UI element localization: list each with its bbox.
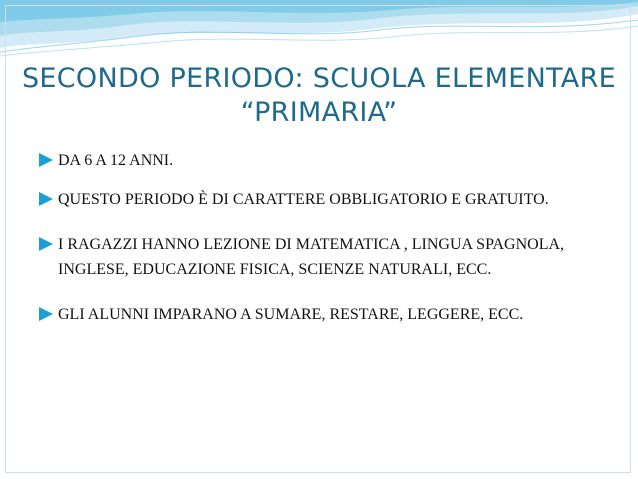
- arrow-bullet-icon: [39, 237, 53, 251]
- arrow-bullet-icon: [39, 192, 53, 206]
- bullet-list: [20, 148, 620, 347]
- bullet-text: QUESTO PERIODO È DI CARATTERE OBBLIGATORIO E GRATUITO.: [58, 191, 549, 208]
- arrow-bullet-icon: [39, 153, 53, 167]
- arrow-bullet-icon: [39, 307, 53, 321]
- slide-title-line-1: SECONDO PERIODO: SCUOLA ELEMENTARE: [21, 63, 616, 94]
- wave-header-decoration: [0, 0, 638, 60]
- bullet-item-skills: [20, 302, 620, 327]
- bullet-item-age: [20, 148, 620, 173]
- slide-title-line-2: “PRIMARIA”: [240, 97, 398, 128]
- bullet-text: DA 6 A 12 ANNI.: [58, 152, 174, 169]
- bullet-item-compulsory: [20, 187, 598, 212]
- bullet-item-subjects: [20, 232, 598, 282]
- slide-title: [0, 62, 638, 130]
- bullet-text: GLI ALUNNI IMPARANO A SUMARE, RESTARE, LEGGERE, ECC.: [58, 306, 524, 323]
- bullet-text: I RAGAZZI HANNO LEZIONE DI MATEMATICA , LINGUA SPAGNOLA, INGLESE, EDUCAZIONE FISICA, SCIENZE NATURALI, ECC.: [58, 236, 565, 278]
